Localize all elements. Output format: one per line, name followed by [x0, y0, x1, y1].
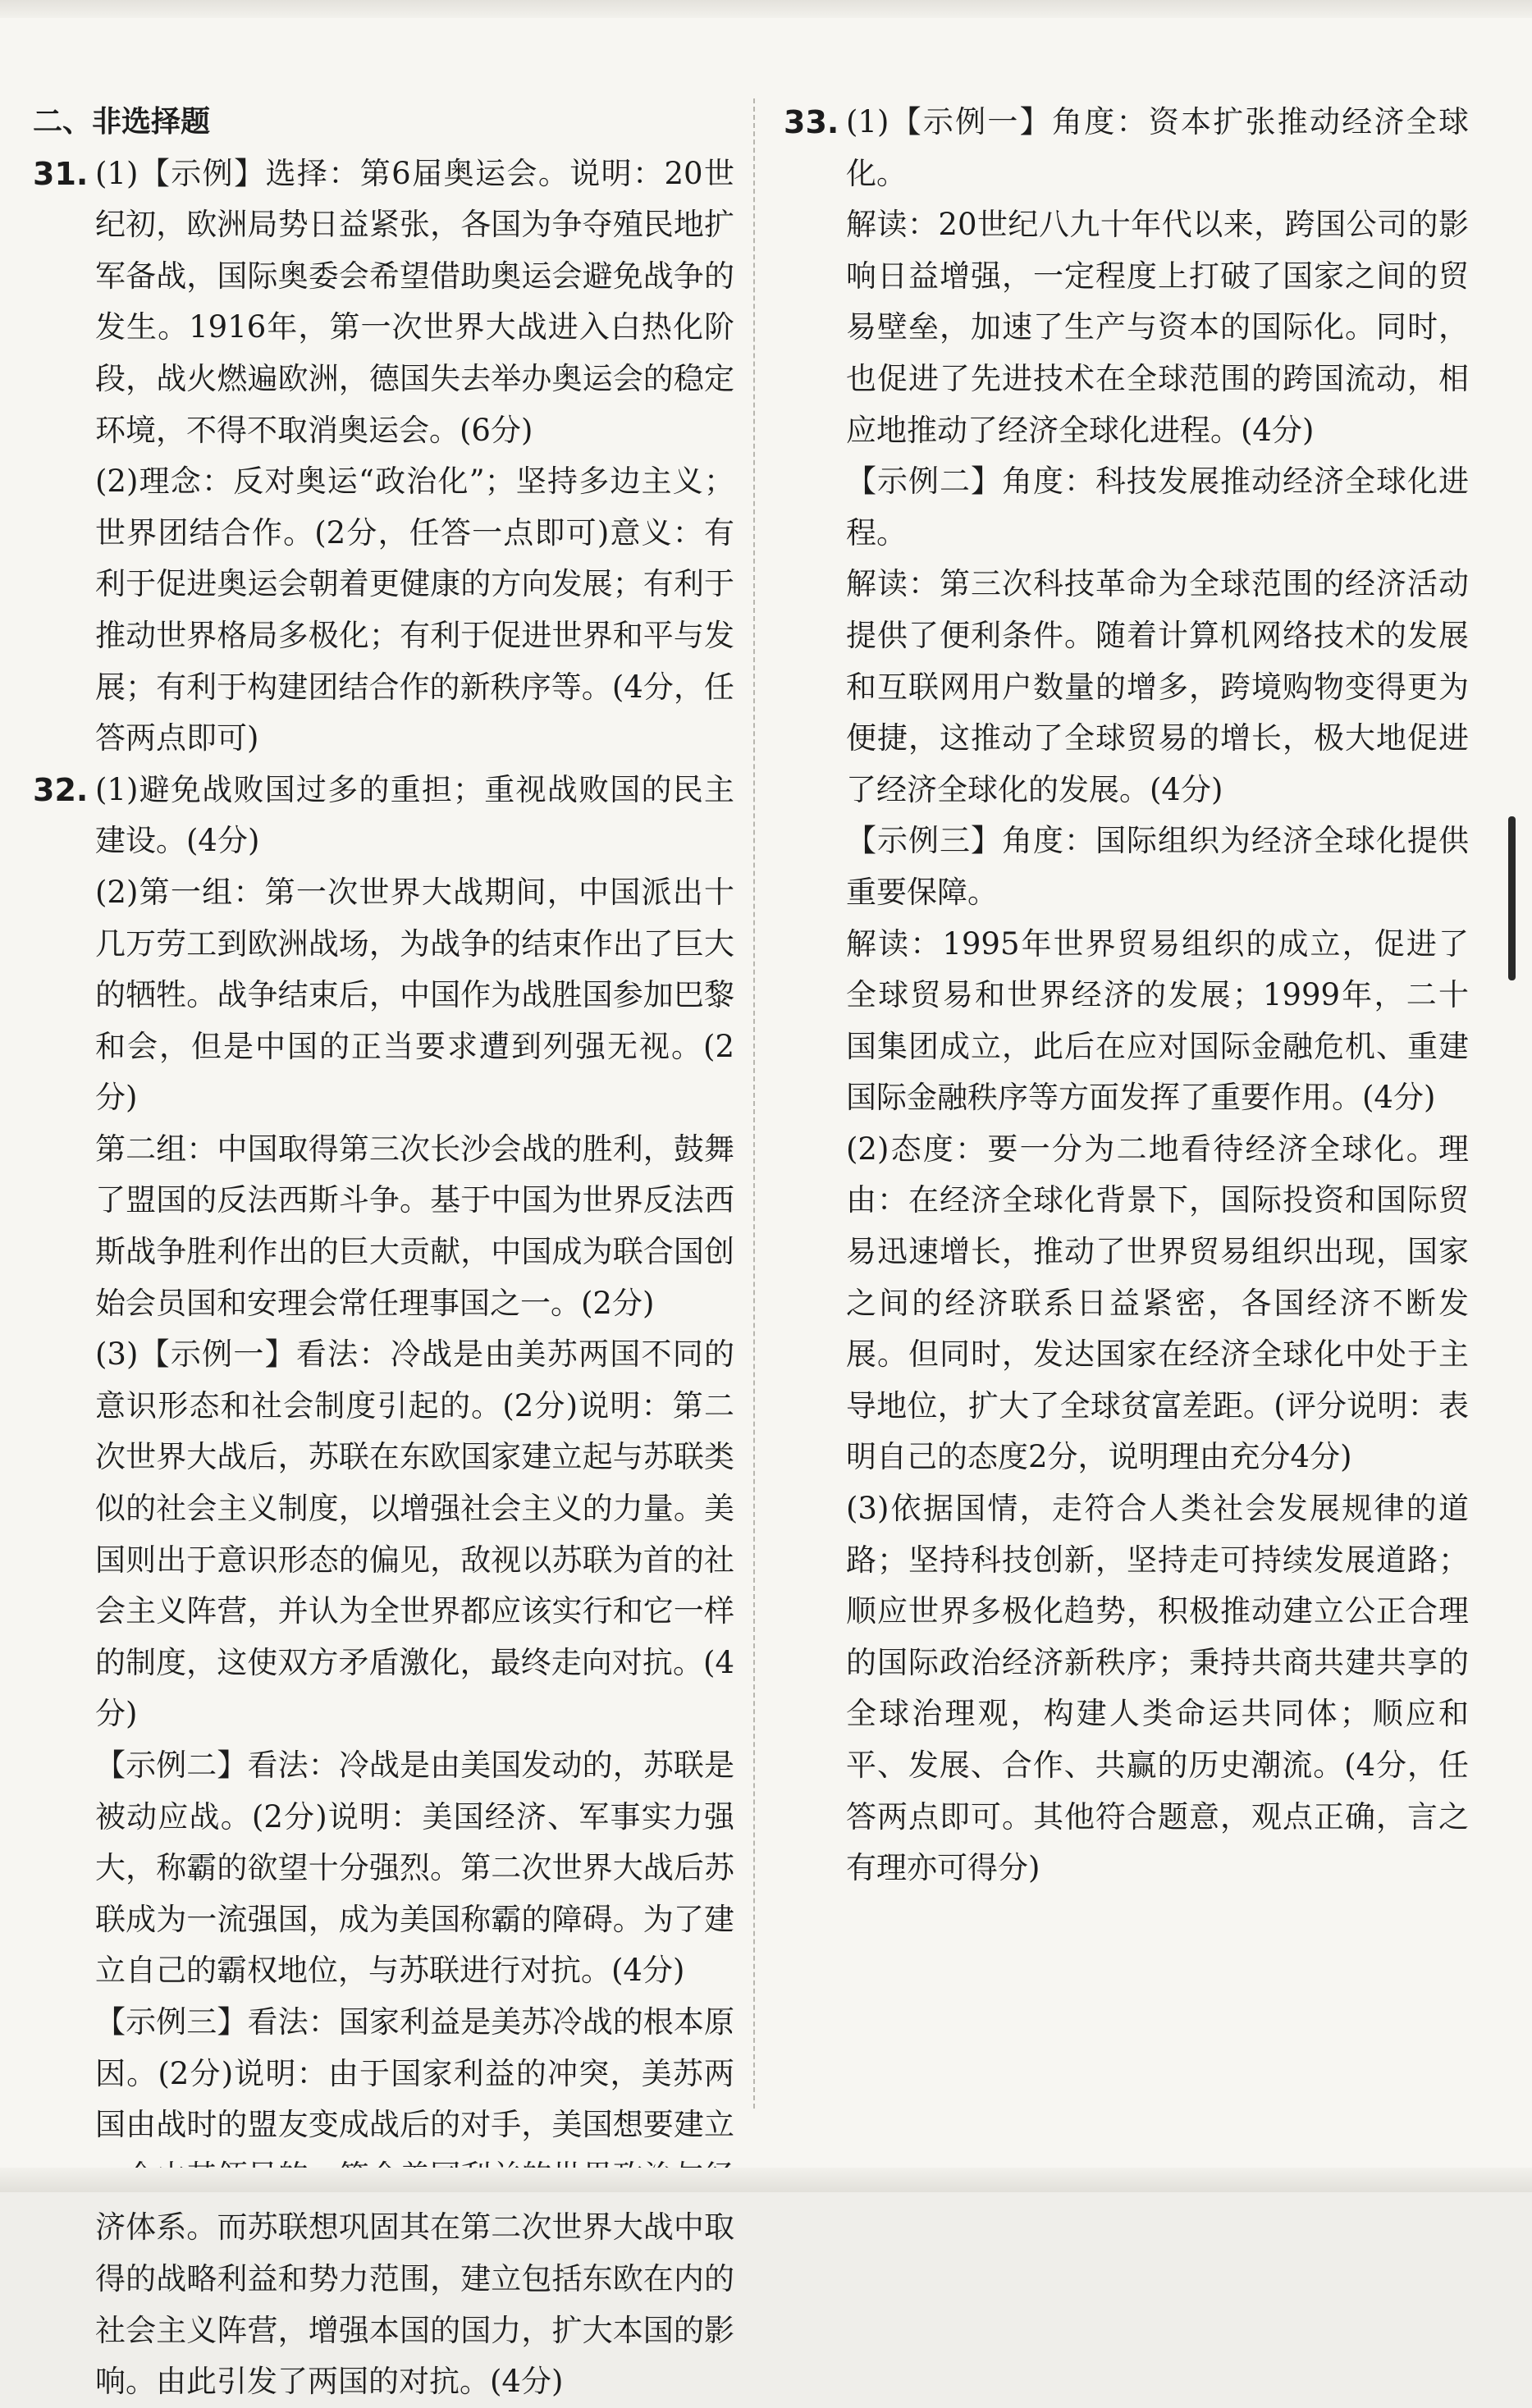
question-33 — [784, 97, 1469, 1894]
question-32 — [33, 765, 734, 2408]
answer-paragraph: 第二组：中国取得第三次长沙会战的胜利，鼓舞了盟国的反法西斯斗争。基于中国为世界反法西斯战争胜利作出的巨大贡献，中国成为联合国创始会员国和安理会常任理事国之一。(2分) — [95, 1131, 734, 1321]
answer-paragraph: (2)态度：要一分为二地看待经济全球化。理由：在经济全球化背景下，国际投资和国际贸易迅速增长，推动了世界贸易组织出现，国家之间的经济联系日益紧密，各国经济不断发展。但同时，发达国家在经济全球化中处于主导地位，扩大了全球贫富差距。(评分说明：表明自己的态度2分，说明理由充分4分) — [846, 1131, 1469, 1475]
section-heading: 二、非选择题 — [33, 105, 211, 139]
answer-paragraph: (2)第一组：第一次世界大战期间，中国派出十几万劳工到欧洲战场，为战争的结束作出了巨大的牺牲。战争结束后，中国作为战胜国参加巴黎和会，但是中国的正当要求遭到列强无视。(2分) — [95, 874, 734, 1116]
question-number: 32. — [33, 771, 89, 808]
question-number: 31. — [33, 155, 89, 192]
left-column — [33, 97, 734, 2408]
right-column — [784, 97, 1469, 1894]
answer-paragraph: 解读：1995年世界贸易组织的成立，促进了全球贸易和世界经济的发展；1999年，二十国集团成立，此后在应对国际金融危机、重建国际金融秩序等方面发挥了重要作用。(4分) — [846, 925, 1469, 1116]
answer-paragraph: 解读：20世纪八九十年代以来，跨国公司的影响日益增强，一定程度上打破了国家之间的贸易壁垒，加速了生产与资本的国际化。同时，也促进了先进技术在全球范围的跨国流动，相应地推动了经济全球化进程。(4分) — [846, 207, 1469, 448]
answer-paragraph: (1)避免战败国过多的重担；重视战败国的民主建设。(4分) — [95, 771, 734, 859]
column-divider — [753, 98, 755, 2109]
answer-paragraph: 解读：第三次科技革命为全球范围的经济活动提供了便利条件。随着计算机网络技术的发展和互联网用户数量的增多，跨境购物变得更为便捷，这推动了全球贸易的增长，极大地促进了经济全球化的发展。(4分) — [846, 566, 1469, 807]
answer-paragraph: (1)【示例一】角度：资本扩张推动经济全球化。 — [846, 104, 1469, 191]
answer-paragraph: (3)依据国情，走符合人类社会发展规律的道路；坚持科技创新，坚持走可持续发展道路；顺应世界多极化趋势，积极推动建立公正合理的国际政治经济新秩序；秉持共商共建共享的全球治理观，构建人类命运共同体；顺应和平、发展、合作、共赢的历史潮流。(4分，任答两点即可。其他符合题意，观点正确，言之有理亦可得分) — [846, 1491, 1469, 1886]
answer-paragraph: 【示例三】角度：国际组织为经济全球化提供重要保障。 — [846, 823, 1469, 910]
answer-paragraph: (3)【示例一】看法：冷战是由美苏两国不同的意识形态和社会制度引起的。(2分)说明：第二次世界大战后，苏联在东欧国家建立起与苏联类似的社会主义制度，以增强社会主义的力量。美国则出于意识形态的偏见，敌视以苏联为首的社会主义阵营，并认为全世界都应该实行和它一样的制度，这使双方矛盾激化，最终走向对抗。(4分) — [95, 1337, 734, 1732]
top-scan-edge — [0, 0, 1532, 18]
question-number: 33. — [784, 104, 839, 140]
answer-paragraph-continued: 【示例三】看法：国家利益是美苏冷战的根本原因。(2分)说明：由于国家利益的冲突，美苏两国由战时的盟友变成战后的对手，美国想要建立 济体系。而苏联想巩固其在第二次世界大战中取得的战略利益和势力范围，建立包括东欧在内的社会主义阵营，增强本国的国力，扩大本国的影响。由此引发了两国的对抗。(4分) — [95, 2004, 734, 2400]
binding-edge-mark — [1508, 816, 1516, 980]
answer-paragraph: (2)理念：反对奥运“政治化”；坚持多边主义；世界团结合作。(2分，任答一点即可)意义：有利于促进奥运会朝着更健康的方向发展；有利于推动世界格局多极化；有利于促进世界和平与发展；有利于构建团结合作的新秩序等。(4分，任答两点即可) — [95, 464, 734, 756]
answer-paragraph: (1)【示例】选择：第6届奥运会。说明：20世纪初，欧洲局势日益紧张，各国为争夺殖民地扩军备战，国际奥委会希望借助奥运会避免战争的发生。1916年，第一次世界大战进入白热化阶段，战火燃遍欧洲，德国失去举办奥运会的稳定环境，不得不取消奥运会。(6分) — [95, 155, 734, 448]
bottom-scan-edge — [0, 2168, 1532, 2192]
answer-paragraph: 【示例二】看法：冷战是由美国发动的，苏联是被动应战。(2分)说明：美国经济、军事实力强大，称霸的欲望十分强烈。第二次世界大战后苏联成为一流强国，成为美国称霸的障碍。为了建立自己的霸权地位，与苏联进行对抗。(4分) — [95, 1748, 734, 1989]
question-31 — [33, 149, 734, 765]
answer-paragraph: 【示例二】角度：科技发展推动经济全球化进程。 — [846, 464, 1469, 551]
